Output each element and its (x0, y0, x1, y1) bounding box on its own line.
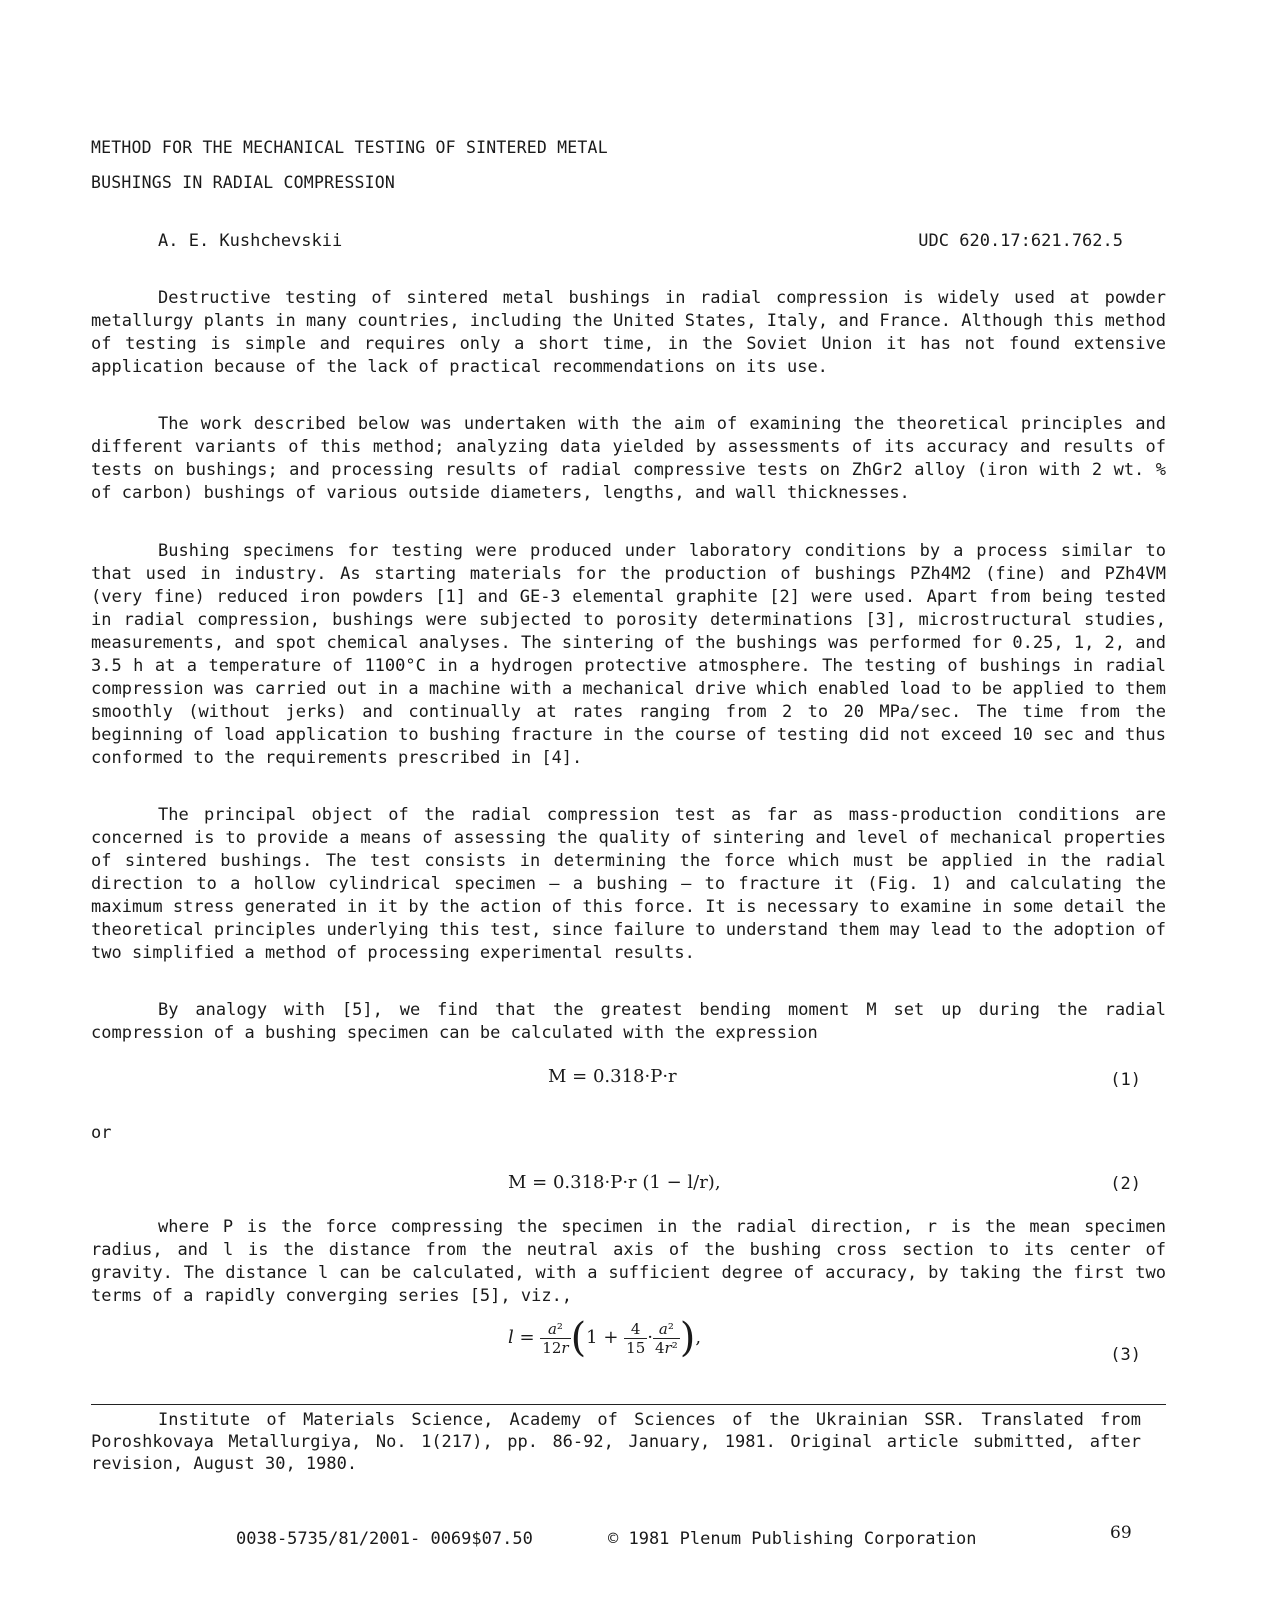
equation-1-number: (1) (1110, 1070, 1141, 1090)
footnote-rule (91, 1404, 1166, 1405)
author-name: A. E. Kushchevskii (158, 231, 343, 251)
equation-2-number: (2) (1110, 1174, 1141, 1194)
page-number: 69 (1110, 1523, 1132, 1543)
paragraph-2: The work described below was undertaken with the aim of examining the theoretical principles and different variants of this method; analyzing data yielded by assessments of its accuracy and results of tests on bushings; and processing results of radial compressive tests on ZhGr2 alloy (iron with 2 wt. % of carbon) bushings of various outside diameters, lengths, and wall thicknesses. (91, 414, 1166, 503)
or-connector: or (91, 1123, 112, 1143)
article-title-line-2: BUSHINGS IN RADIAL COMPRESSION (91, 173, 396, 192)
equation-1: M = 0.318·P·r (548, 1066, 677, 1087)
udc-code: UDC 620.17:621.762.5 (918, 231, 1123, 251)
footer-copyright: © 1981 Plenum Publishing Corporation (608, 1529, 977, 1549)
paragraph-5: By analogy with [5], we find that the greatest bending moment M set up during the radial compression of a bushing specimen can be calculated with the expression (91, 1000, 1166, 1043)
paragraph-4: The principal object of the radial compression test as far as mass-production conditions are concerned is to provide a means of assessing the quality of sintering and level of mechanical properties of sintered bushings. The test consists in determining the force which must be applied in the radial direction to a hollow cylindrical specimen — a bushing — to fracture it (Fig. 1) and calculating the maximum stress generated in it by the action of this force. It is necessary to examine in some detail the theoretical principles underlying this test, since failure to understand them may lead to the adoption of two simplified a method of processing experimental results. (91, 805, 1166, 963)
equation-3: l = $\frac{\text{a²}}{12r}$ (1 + $\frac{4}{15}$ · $\frac{\text{a²}}{\text{4r²}}$ ), (508, 1315, 702, 1361)
eq3-fraction-a2-over-12r: $\frac{\text{a²}}{12r}$ (542, 1319, 569, 1357)
eq3-fraction-4-over-15: $\frac{4}{15}$ (626, 1319, 646, 1357)
eq3-fraction-a2-over-4r2: $\frac{\text{a²}}{\text{4r²}}$ (654, 1319, 678, 1357)
footnote: Institute of Materials Science, Academy of Sciences of the Ukrainian SSR. Translated from Poroshkovaya Metallurgiya, No. 1(217), pp. 86-92, January, 1981. Original article submitted, after revision, August 30, 1980. (91, 1410, 1141, 1474)
equation-3-number: (3) (1110, 1345, 1141, 1365)
footer-article-code: 0038-5735/81/2001- 0069$07.50 (236, 1529, 533, 1549)
paragraph-1: Destructive testing of sintered metal bushings in radial compression is widely used at powder metallurgy plants in many countries, including the United States, Italy, and France. Although this method of testing is simple and requires only a short time, in the Soviet Union it has not found extensive application because of the lack of practical recommendations on its use. (91, 288, 1166, 377)
paragraph-3: Bushing specimens for testing were produced under laboratory conditions by a process similar to that used in industry. As starting materials for the production of bushings PZh4M2 (fine) and PZh4VM (very fine) reduced iron powders [1] and GE-3 elemental graphite [2] were used. Apart from being tested in radial compression, bushings were subjected to porosity determinations [3], microstructural studies, measurements, and spot chemical analyses. The sintering of the bushings was performed for 0.25, 1, 2, and 3.5 h at a temperature of 1100°C in a hydrogen protective atmosphere. The testing of bushings in radial compression was carried out in a machine with a mechanical drive which enabled load to be applied to them smoothly (without jerks) and continually at rates ranging from 2 to 20 MPa/sec. The time from the beginning of load application to bushing fracture in the course of testing did not exceed 10 sec and thus conformed to the requirements prescribed in [4]. (91, 541, 1166, 768)
equation-2: M = 0.318·P·r (1 − l/r), (508, 1172, 721, 1193)
article-title-line-1: METHOD FOR THE MECHANICAL TESTING OF SINTERED METAL (91, 138, 608, 157)
paragraph-6: where P is the force compressing the specimen in the radial direction, r is the mean specimen radius, and l is the distance from the neutral axis of the bushing cross section to its center of gravity. The distance l can be calculated, with a sufficient degree of accuracy, by taking the first two terms of a rapidly converging series [5], viz., (91, 1217, 1166, 1306)
